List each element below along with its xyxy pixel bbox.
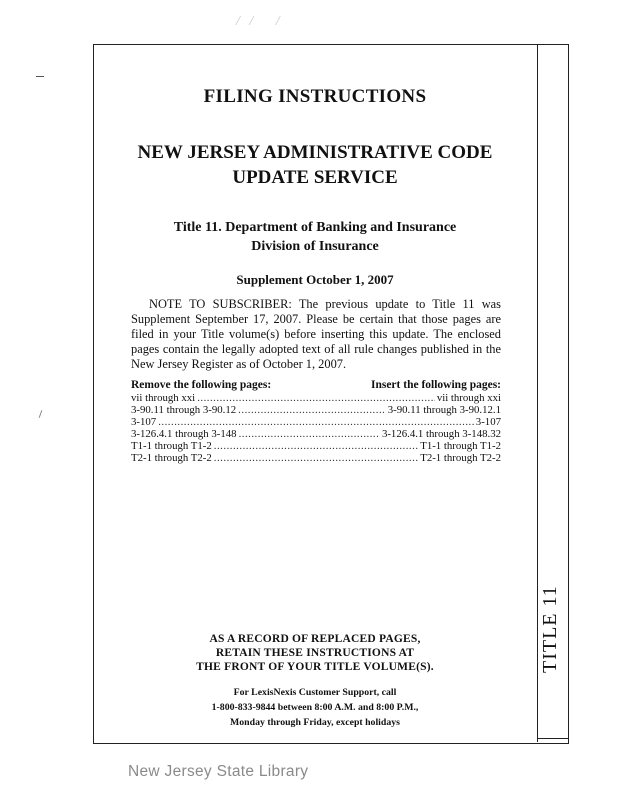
scan-artifact-tick	[39, 410, 43, 418]
insert-cell: T2-1 through T2-2	[420, 452, 501, 465]
remove-cell: 3-107	[131, 416, 157, 429]
page-title: FILING INSTRUCTIONS	[203, 86, 427, 107]
table-header	[131, 379, 501, 391]
handwritten-mark: ⁣/ / ⁣ ⁣ /	[236, 14, 283, 29]
pages-table	[131, 379, 501, 465]
remove-cell: 3-126.4.1 through 3-148	[131, 428, 237, 441]
retain-line3: THE FRONT OF YOUR TITLE VOLUME(S).	[196, 661, 434, 673]
table-row	[131, 440, 501, 452]
insert-cell: vii through xxi	[436, 392, 501, 404]
table-row	[131, 392, 501, 404]
table-row	[131, 428, 501, 440]
remove-cell: vii through xxi	[131, 392, 196, 404]
table-row	[131, 416, 501, 428]
table-row	[131, 452, 501, 464]
insert-header: Insert the following pages:	[370, 379, 501, 391]
retain-line2: RETAIN THESE INSTRUCTIONS AT	[215, 647, 415, 659]
support-line1: For LexisNexis Customer Support, call	[233, 687, 397, 698]
support-line3: Monday through Friday, except holidays	[230, 717, 400, 728]
dot-leader	[214, 452, 418, 464]
tab-divider	[537, 44, 538, 742]
dot-leader	[238, 404, 386, 416]
dot-leader	[158, 416, 474, 428]
insert-cell: T1-1 through T1-2	[420, 440, 501, 453]
title-line: Title 11. Department of Banking and Insurance	[173, 220, 457, 235]
table-row	[131, 404, 501, 416]
remove-cell: T2-1 through T2-2	[131, 452, 212, 465]
insert-cell: 3-90.11 through 3-90.12.1	[387, 404, 501, 417]
subject-heading	[95, 218, 535, 256]
retain-notice	[95, 632, 535, 674]
dot-leader	[197, 392, 435, 404]
customer-support	[95, 685, 535, 730]
remove-cell: 3-90.11 through 3-90.12	[131, 404, 237, 417]
support-line2: 1-800-833-9844 between 8:00 A.M. and 8:00 P.M.,	[211, 702, 419, 713]
remove-cell: T1-1 through T1-2	[131, 440, 212, 453]
supplement-date: Supplement October 1, 2007	[236, 272, 394, 287]
library-stamp: New Jersey State Library	[128, 763, 309, 780]
code-heading-line1: NEW JERSEY ADMINISTRATIVE CODE	[137, 142, 493, 163]
code-heading	[95, 140, 535, 190]
insert-cell: 3-126.4.1 through 3-148.32	[381, 428, 501, 441]
title-tab-label: TITLE 11	[539, 585, 561, 673]
dot-leader	[239, 428, 380, 440]
code-heading-line2: UPDATE SERVICE	[232, 167, 398, 188]
scan-artifact-dash	[36, 76, 44, 77]
retain-line1: AS A RECORD OF REPLACED PAGES,	[209, 633, 421, 645]
insert-cell: 3-107	[475, 416, 501, 429]
remove-header: Remove the following pages:	[131, 379, 272, 391]
division-line: Division of Insurance	[251, 239, 379, 254]
subscriber-note: NOTE TO SUBSCRIBER: The previous update to Title 11 was Supplement September 17, 2007. Please be certain that those pages are filed in your Title volume(s) before inserting this update. The enclosed pages contain the legally adopted text of all rule changes published in the New Jersey Register as of October 1, 2007.	[131, 297, 501, 371]
dot-leader	[214, 440, 418, 452]
tab-bottom-line	[537, 738, 568, 739]
